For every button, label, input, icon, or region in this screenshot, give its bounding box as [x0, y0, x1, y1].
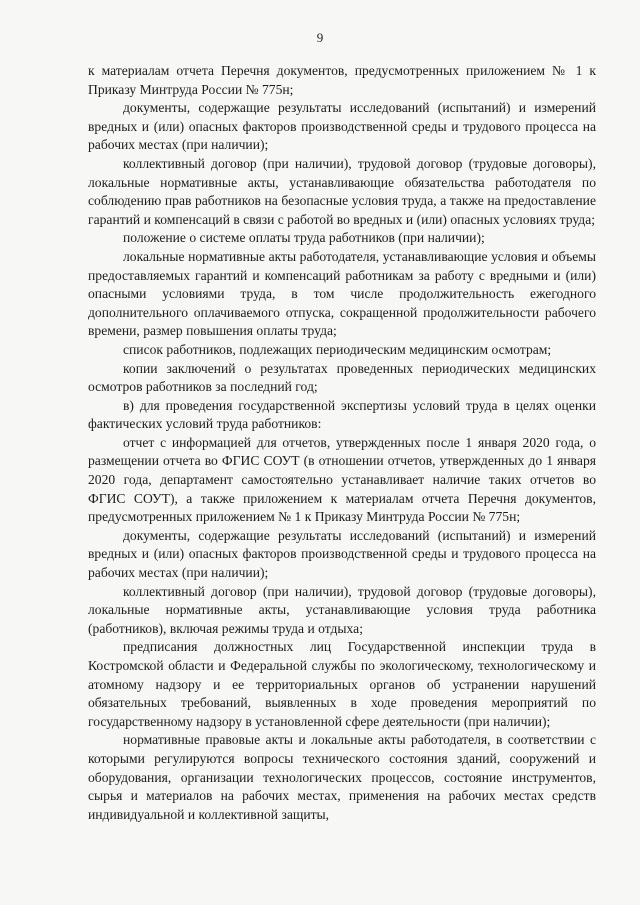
document-body	[88, 62, 596, 824]
paragraph: документы, содержащие результаты исследований (испытаний) и измерений вредных и (или) опасных факторов производственной среды и трудового процесса на рабочих местах (при наличии);	[88, 100, 596, 153]
paragraph: положение о системе оплаты труда работников (при наличии);	[123, 230, 485, 246]
paragraph: предписания должностных лиц Государственной инспекции труда в Костромской области и Федеральной службы по экологическому, технологическому и атомному надзору и ее территориальных органов об устранении нарушений обязательных требований, выявленных в ходе проведения мероприятий по государственному надзору в установленной сфере деятельности (при наличии);	[88, 639, 596, 729]
paragraph: документы, содержащие результаты исследований (испытаний) и измерений вредных и (или) опасных факторов производственной среды и трудового процесса на рабочих местах (при наличии);	[88, 527, 596, 581]
paragraph: список работников, подлежащих периодическим медицинским осмотрам;	[123, 341, 552, 357]
page-number: 9	[316, 30, 324, 45]
paragraph: к материалам отчета Перечня документов, предусмотренных приложением № 1 к Приказу Минтруда России № 775н;	[88, 63, 596, 97]
paragraph: коллективный договор (при наличии), трудовой договор (трудовые договоры), локальные нормативные акты, устанавливающие условия труда работника (работников), включая режимы труда и отдыха;	[88, 583, 596, 636]
paragraph: отчет с информацией для отчетов, утвержденных после 1 января 2020 года, о размещении отчета во ФГИС СОУТ (в отношении отчетов, утвержденных до 1 января 2020 года, департамент самостоятельно устанавливает наличие таких отчетов во ФГИС СОУТ), а также приложением к материалам отчета Перечня документов, предусмотренных приложением № 1 к Приказу Минтруда России № 775н;	[88, 434, 596, 525]
paragraph: нормативные правовые акты и локальные акты работодателя, в соответствии с которыми регулируются вопросы технического состояния зданий, сооружений и оборудования, организации технологических процессов, состояние инструментов, сырья и материалов на рабочих местах, применения на рабочих местах средств индивидуальной и коллективной защиты,	[88, 732, 596, 822]
paragraph: в) для проведения государственной экспертизы условий труда в целях оценки фактических условий труда работников:	[88, 397, 596, 432]
paragraph: копии заключений о результатах проведенных периодических медицинских осмотров работников за последний год;	[88, 360, 596, 395]
paragraph: локальные нормативные акты работодателя, устанавливающие условия и объемы предоставляемых гарантий и компенсаций работникам за работу с вредными и (или) опасными условиями труда, в том числе продолжительность ежегодного дополнительного оплачиваемого отпуска, сокращенной продолжительности рабочего времени, размер повышения оплаты труда;	[88, 248, 596, 339]
paragraph: коллективный договор (при наличии), трудовой договор (трудовые договоры), локальные нормативные акты, устанавливающие обязательства работодателя по соблюдению прав работников на безопасные условия труда, а также на предоставление гарантий и компенсаций в связи с работой во вредных и (или) опасных условиях труда;	[88, 155, 596, 227]
